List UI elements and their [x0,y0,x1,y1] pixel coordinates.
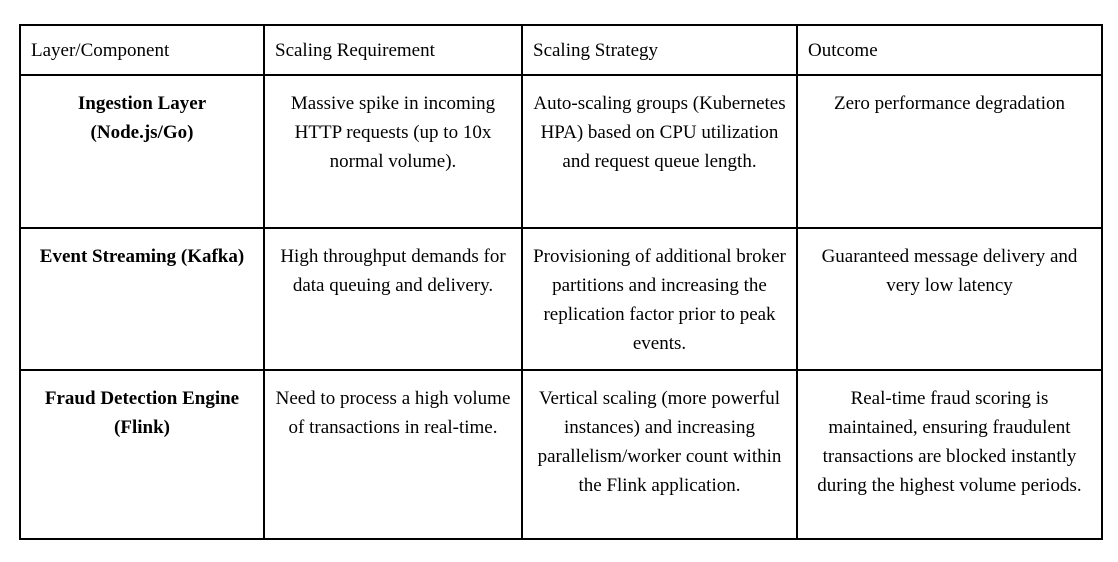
requirement-text: Need to process a high volume of transactions in real-time. [275,388,511,438]
requirement-cell [264,228,522,370]
strategy-cell [522,228,797,370]
header-scaling-strategy: Scaling Strategy [522,25,797,75]
strategy-cell [522,370,797,539]
header-layer-component: Layer/Component [20,25,264,75]
component-cell [20,370,264,539]
outcome-cell [797,370,1102,539]
outcome-text: Real-time fraud scoring is maintained, ensuring fraudulent transactions are blocked instantly during the highest volume periods. [817,388,1082,496]
strategy-text: Auto-scaling groups (Kubernetes HPA) based on CPU utilization and request queue length. [533,93,786,172]
scaling-strategy-table [19,24,1103,540]
header-row [20,25,1102,75]
strategy-text: Vertical scaling (more powerful instances) and increasing parallelism/worker count within the Flink application. [537,388,782,496]
component-cell [20,228,264,370]
component-cell [20,75,264,228]
outcome-text: Guaranteed message delivery and very low latency [821,246,1078,296]
requirement-text: Massive spike in incoming HTTP requests (up to 10x normal volume). [290,93,496,172]
strategy-text: Provisioning of additional broker partitions and increasing the replication factor prior to peak events. [533,246,786,354]
header-scaling-requirement: Scaling Requirement [264,25,522,75]
outcome-text: Zero performance degradation [833,93,1066,114]
table-row [20,228,1102,370]
table-row [20,370,1102,539]
table-row [20,75,1102,228]
component-name: Event Streaming (Kafka) [39,246,245,267]
table-header [20,25,1102,75]
outcome-cell [797,228,1102,370]
component-name: Fraud Detection Engine (Flink) [44,388,240,438]
requirement-cell [264,370,522,539]
requirement-text: High throughput demands for data queuing and delivery. [280,246,506,296]
component-name: Ingestion Layer (Node.js/Go) [77,93,207,143]
outcome-cell [797,75,1102,228]
requirement-cell [264,75,522,228]
strategy-cell [522,75,797,228]
table-body [20,75,1102,539]
header-outcome: Outcome [797,25,1102,75]
